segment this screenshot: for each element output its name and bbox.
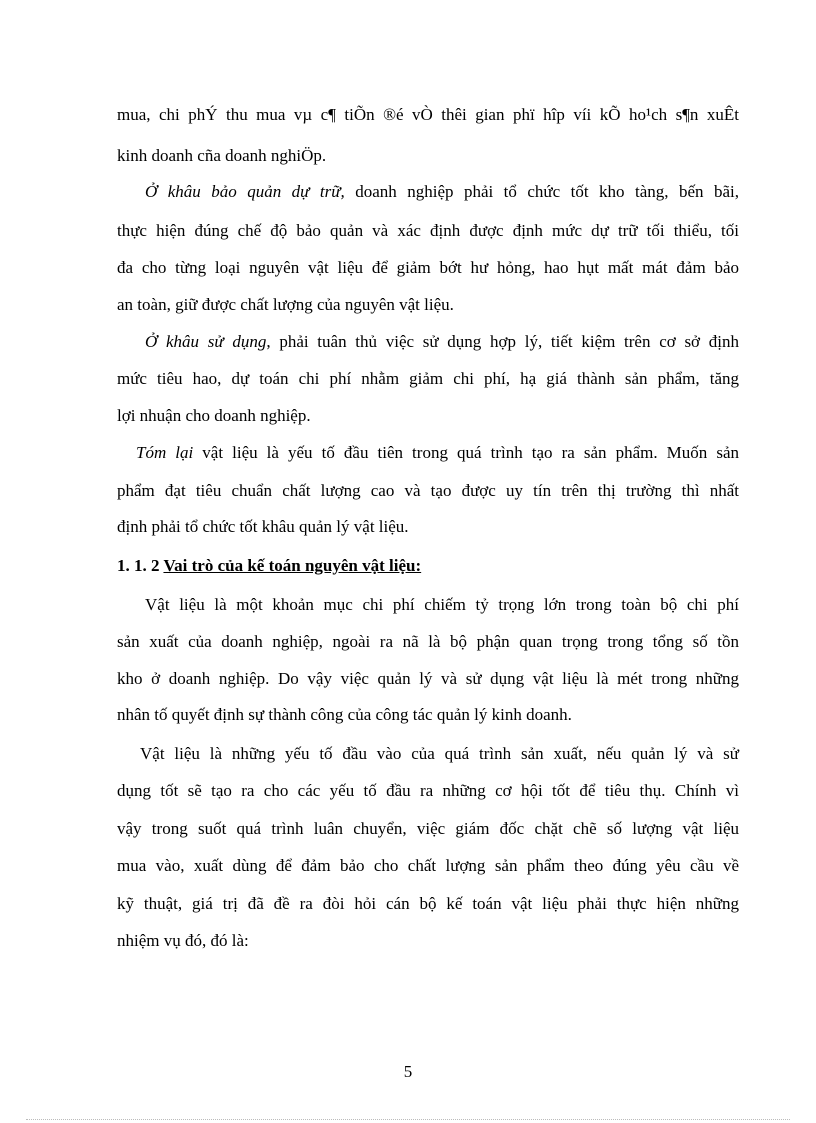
section-heading	[117, 556, 739, 576]
paragraph-3-lead: Ở khâu sử dụng	[145, 332, 267, 351]
paragraph-6-line-6: nhiệm vụ đó, đó là:	[117, 931, 249, 950]
paragraph-3-line-2: mức tiêu hao, dự toán chi phí nhằm giảm chi phí, hạ giá thành sản phẩm, tăng	[117, 369, 739, 388]
paragraph-6-line-2: dụng tốt sẽ tạo ra cho các yếu tố đầu ra những cơ hội tốt để tiêu thụ. Chính vì	[117, 781, 739, 800]
paragraph-3-line-3: lợi nhuận cho doanh nghiệp.	[117, 406, 311, 425]
paragraph-2-line-4: an toàn, giữ được chất lượng của nguyên vật liệu.	[117, 295, 454, 314]
paragraph-4-lead: Tóm lại	[136, 443, 194, 462]
paragraph-2-line-3: đa cho từng loại nguyên vật liệu để giảm bớt hư hỏng, hao hụt mất mát đảm bảo	[117, 258, 739, 277]
paragraph-2-line-1	[145, 182, 739, 202]
paragraph-4-line-3: định phải tổ chức tốt khâu quản lý vật liệu.	[117, 517, 409, 536]
section-title: Vai trò của kế toán nguyên vật liệu:	[163, 556, 422, 575]
paragraph-2-lead: Ở khâu bảo quản dự trữ,	[145, 182, 345, 201]
paragraph-5-line-1: Vật liệu là một khoản mục chi phí chiếm tỷ trọng lớn trong toàn bộ chi phí	[145, 595, 739, 614]
paragraph-1-line-2: kinh doanh cña doanh nghiÖp.	[117, 146, 327, 165]
paragraph-3-line-1	[145, 332, 739, 352]
page-number: 5	[403, 1062, 413, 1081]
paragraph-4-line-1	[136, 443, 739, 463]
paragraph-2-line-2: thực hiện đúng chế độ bảo quản và xác định được định mức dự trữ tối thiểu, tối	[117, 221, 739, 240]
paragraph-2-line-1-text: doanh nghiệp phải tổ chức tốt kho tàng, bến bãi,	[344, 182, 739, 201]
paragraph-6-line-1: Vật liệu là những yếu tố đầu vào của quá trình sản xuất, nếu quản lý và sử	[140, 744, 739, 763]
paragraph-4-line-1-text: vật liệu là yếu tố đầu tiên trong quá trình tạo ra sản phẩm. Muốn sản	[193, 443, 739, 462]
paragraph-6-line-5: kỹ thuật, giá trị đã đề ra đòi hỏi cán bộ kế toán vật liệu phải thực hiện những	[117, 894, 739, 913]
paragraph-5-line-3: kho ở doanh nghiệp. Do vậy việc quản lý và sử dụng vật liệu là mét trong những	[117, 669, 739, 688]
paragraph-1-line-1: mua, chi phÝ thu mua vµ c¶ tiÕn ®é vÒ thêi gian phï hîp víi kÕ ho¹ch s¶n xuÊt	[117, 105, 739, 124]
page-bottom-divider	[26, 1119, 790, 1120]
paragraph-6-line-3: vậy trong suốt quá trình luân chuyển, việc giám đốc chặt chẽ số lượng vật liệu	[117, 819, 739, 838]
paragraph-5-line-2: sản xuất của doanh nghiệp, ngoài ra nã là bộ phận quan trọng trong tổng số tồn	[117, 632, 739, 651]
paragraph-4-line-2: phẩm đạt tiêu chuẩn chất lượng cao và tạo được uy tín trên thị trường thì nhất	[117, 481, 739, 500]
paragraph-5-line-4: nhân tố quyết định sự thành công của công tác quản lý kinh doanh.	[117, 705, 572, 724]
paragraph-6-line-4: mua vào, xuất dùng để đảm bảo cho chất lượng sản phẩm theo đúng yêu cầu về	[117, 856, 739, 875]
section-number: 1. 1. 2	[117, 556, 164, 575]
paragraph-3-line-1-text: , phải tuân thủ việc sử dụng hợp lý, tiết kiệm trên cơ sở định	[266, 332, 739, 351]
